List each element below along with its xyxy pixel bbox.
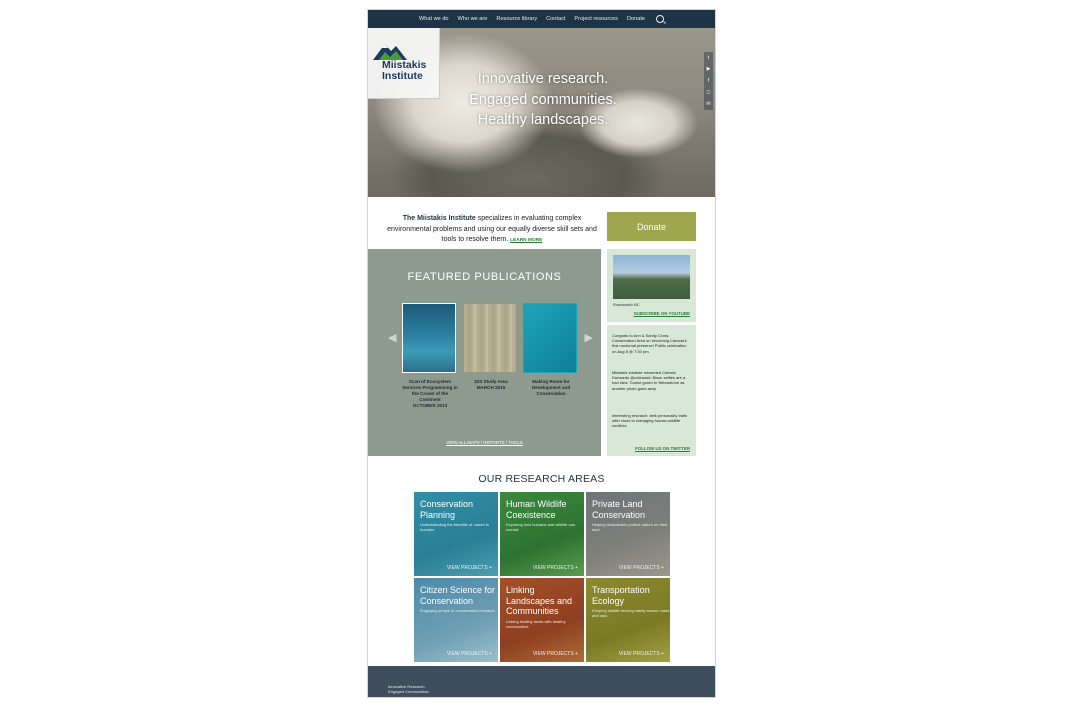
view-projects-link[interactable]: VIEW PROJECTS + xyxy=(532,565,578,571)
hero-banner xyxy=(368,28,715,197)
top-nav xyxy=(368,10,715,28)
publication-card[interactable] xyxy=(463,303,519,391)
nav-who-we-are[interactable]: Who we are xyxy=(457,16,488,22)
tile-subtitle: Helping landowners protect nature on their land xyxy=(592,522,668,532)
publication-title: GIS Study Area xyxy=(474,379,508,384)
publication-title: Making Room for Development and Conservation xyxy=(531,379,571,396)
tile-title: Citizen Science for Conservation xyxy=(420,585,496,606)
learn-more-link[interactable]: LEARN MORE xyxy=(510,238,543,243)
research-tile-citizen-science[interactable] xyxy=(414,578,498,662)
tagline-line-3: Healthy landscapes. xyxy=(477,112,609,128)
view-all-link[interactable]: VIEW ALL MAPS / REPORTS / TOOLS xyxy=(446,440,523,445)
page xyxy=(367,9,716,698)
tile-title: Linking Landscapes and Communities xyxy=(506,585,573,616)
view-projects-link[interactable]: VIEW PROJECTS + xyxy=(618,565,664,571)
featured-publications xyxy=(368,249,601,456)
tile-title: Conservation Planning xyxy=(420,499,474,520)
featured-title: FEATURED PUBLICATIONS xyxy=(407,271,562,283)
hero-tagline xyxy=(448,69,638,131)
publication-card[interactable] xyxy=(402,303,458,409)
twitter-icon[interactable]: t xyxy=(707,54,710,61)
publication-title: Scan of Ecosystem Services Programming in the Crown of the Continent xyxy=(402,379,458,402)
footer-line-2: Engaged Communities. xyxy=(388,689,430,694)
intro-text xyxy=(382,214,602,247)
logo-line-1: Miistakis xyxy=(382,59,427,71)
nav-resource-library[interactable]: Resource library xyxy=(496,16,538,22)
view-projects-link[interactable]: VIEW PROJECTS + xyxy=(446,565,492,571)
tile-subtitle: Keeping wildlife moving safely across roads and rails xyxy=(592,608,670,618)
view-projects-link[interactable]: VIEW PROJECTS + xyxy=(446,651,492,657)
tagline-line-1: Innovative research. xyxy=(477,71,609,87)
tile-title: Private Land Conservation xyxy=(592,499,646,520)
research-areas-title: OUR RESEARCH AREAS xyxy=(478,473,605,485)
view-projects-link[interactable]: VIEW PROJECTS + xyxy=(618,651,664,657)
tile-title: Human Wildlife Coexistence xyxy=(506,499,567,520)
tweet: Interesting research: #elk personality traits offer clues to managing human-wildlife conflicts xyxy=(612,413,688,429)
publication-card[interactable] xyxy=(523,303,579,397)
tagline-line-2: Engaged communities. xyxy=(469,91,617,108)
video-thumbnail[interactable] xyxy=(613,255,690,299)
instagram-icon[interactable]: ◻ xyxy=(706,89,711,96)
facebook-icon[interactable]: f xyxy=(707,77,710,84)
research-tile-linking-landscapes[interactable] xyxy=(500,578,584,662)
follow-twitter-link[interactable]: FOLLOW US ON TWITTER xyxy=(635,445,690,451)
research-tile-private-land-conservation[interactable] xyxy=(586,492,670,576)
logo-line-2: Institute xyxy=(382,69,423,82)
nav-contact[interactable]: Contact xyxy=(546,16,566,22)
logo[interactable] xyxy=(368,28,440,99)
tile-subtitle: Engaging people in conservation research xyxy=(420,608,495,613)
intro-org-name: The Miistakis Institute xyxy=(402,215,476,222)
youtube-icon[interactable]: ▶ xyxy=(706,66,711,73)
video-caption: Roadwatch BC xyxy=(613,302,640,307)
nav-donate[interactable]: Donate xyxy=(626,16,645,22)
twitter-widget xyxy=(607,325,696,456)
tweet: Congrats to Ann & Sandy Cross Conservation Area on becoming Canada's first nocturnal preserve! Public celebration on Aug 8 @ 7:30 pm. xyxy=(612,333,687,354)
carousel-next-icon[interactable]: ▶ xyxy=(584,332,593,344)
research-tile-human-wildlife-coexistence[interactable] xyxy=(500,492,584,576)
tile-subtitle: Linking healthy lands with healthy communities xyxy=(506,619,566,629)
footer-tagline xyxy=(388,684,430,694)
tile-title: Transportation Ecology xyxy=(592,585,650,606)
publication-date: MARCH 2015 xyxy=(476,385,506,390)
carousel-prev-icon[interactable]: ◀ xyxy=(388,332,397,344)
tile-subtitle: Exploring how humans and wildlife can coexist xyxy=(506,522,575,532)
research-tile-conservation-planning[interactable] xyxy=(414,492,498,576)
footer xyxy=(368,666,715,697)
nav-what-we-do[interactable]: What we do xyxy=(419,16,449,22)
social-bar xyxy=(704,52,713,110)
nav-project-resources[interactable]: Project resources xyxy=(574,16,618,22)
research-tile-transportation-ecology[interactable] xyxy=(586,578,670,662)
search-icon[interactable] xyxy=(656,15,664,23)
publication-cover[interactable] xyxy=(523,303,577,373)
donate-button[interactable]: Donate xyxy=(607,212,696,241)
logo-text xyxy=(382,60,426,81)
publication-cover[interactable] xyxy=(463,303,517,373)
tweet: Miistakis Institute retweeted Celeste Dorwards @celeward: Bison selfies are a bad idea: Tourist gored in Yellowstone as another photo goes awry xyxy=(612,370,686,391)
footer-line-1: Innovative Research. xyxy=(388,684,426,689)
email-icon[interactable]: ✉ xyxy=(706,100,711,107)
view-projects-link[interactable]: VIEW PROJECTS + xyxy=(532,651,578,657)
publication-date: OCTOBER 2013 xyxy=(412,403,448,408)
subscribe-youtube-link[interactable]: SUBSCRIBE ON YOUTUBE xyxy=(633,311,690,316)
tile-subtitle: Understanding the benefits of nature to humans xyxy=(420,522,490,532)
publication-cover[interactable] xyxy=(402,303,456,373)
intro-body: specializes in evaluating complex environmental problems and using our equally diverse skill sets and tools to resolve them. xyxy=(387,215,597,243)
youtube-widget xyxy=(607,249,696,322)
